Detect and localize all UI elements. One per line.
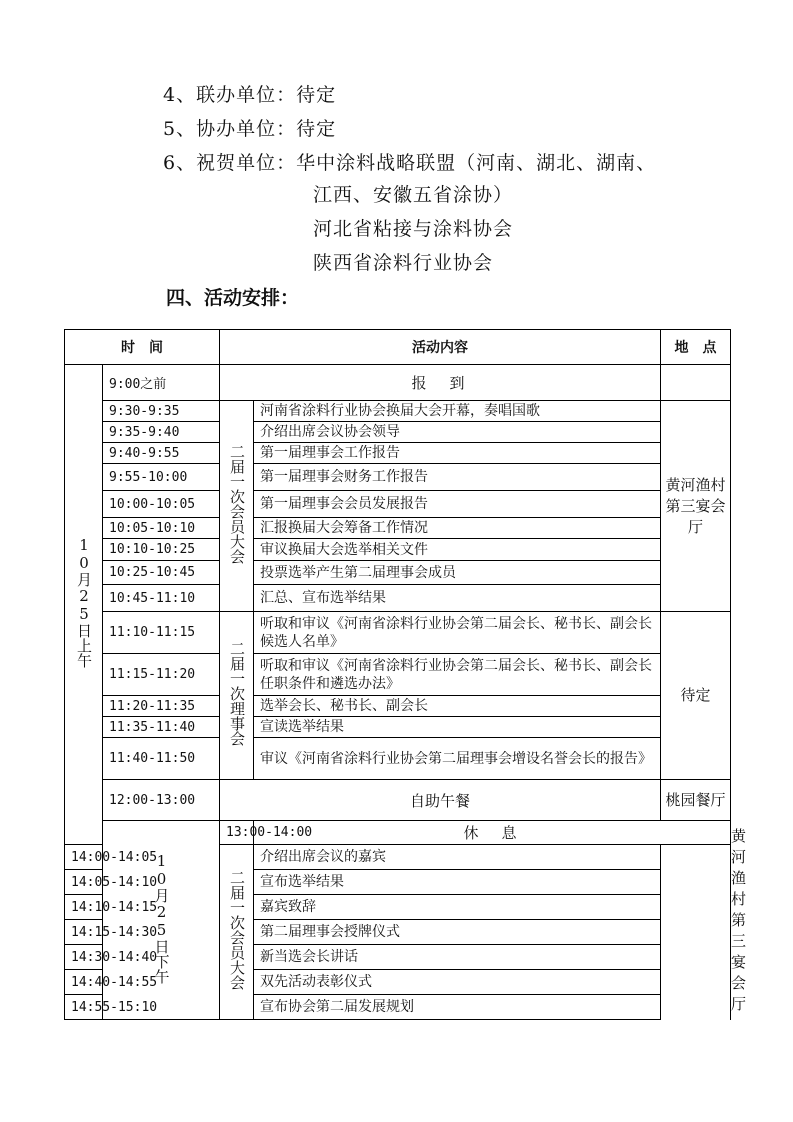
header-content: 活动内容 xyxy=(220,330,661,365)
table-row: 10:10-10:25 审议换届大会选举相关文件 xyxy=(65,539,731,561)
table-row xyxy=(65,365,731,401)
intro-line-6: 6、祝贺单位：华中涂料战略联盟（河南、湖北、湖南、 xyxy=(163,152,657,174)
table-row: 14:30-14:40 新当选会长讲话 xyxy=(65,945,731,970)
table-row: 11:35-11:40 宣读选举结果 xyxy=(65,717,731,738)
table-row: 9:30-9:35 二届一次会员大会 河南省涂料行业协会换届大会开幕，奏唱国歌 黄河渔村第三宴会厅 xyxy=(65,401,731,422)
header-time: 时 间 xyxy=(65,330,220,365)
header-location: 地 点 xyxy=(661,330,731,365)
table-row: 14:40-14:55 双先活动表彰仪式 xyxy=(65,970,731,995)
rest-label: 休 息 xyxy=(254,821,731,845)
checkin-label: 报 到 xyxy=(220,365,661,401)
table-row: 11:15-11:20 听取和审议《河南省涂料行业协会第二届会长、秘书长、副会长任职条件和遴选办法》 xyxy=(65,654,731,696)
group-label-council: 二届一次理事会 xyxy=(220,612,254,780)
intro-line-hebei: 河北省粘接与涂料协会 xyxy=(313,218,514,240)
table-row: 14:05-14:10 宣布选举结果 xyxy=(65,870,731,895)
location-lunch: 桃园餐厅 xyxy=(661,780,731,821)
date-morning: 10月25日上午 xyxy=(65,365,103,845)
table-row: 14:10-14:15 嘉宾致辞 xyxy=(65,895,731,920)
table-row: 12:00-13:00 自助午餐 桃园餐厅 xyxy=(65,780,731,821)
intro-line-shaanxi: 陕西省涂料行业协会 xyxy=(313,252,494,274)
group-label-assembly-afternoon: 二届一次会员大会 xyxy=(220,845,254,1020)
date-afternoon: 10月25日下午 xyxy=(103,821,220,1020)
intro-line-5: 5、协办单位：待定 xyxy=(163,118,337,140)
location-hall: 黄河渔村第三宴会厅 xyxy=(661,401,731,612)
table-row: 10:00-10:05 第一届理事会会员发展报告 xyxy=(65,491,731,518)
intro-line-4: 4、联办单位：待定 xyxy=(163,84,337,106)
lunch-label: 自助午餐 xyxy=(220,780,661,821)
table-row: 10:45-11:10 汇总、宣布选举结果 xyxy=(65,585,731,612)
table-header-row xyxy=(65,330,731,365)
intro-line-6-cont: 江西、安徽五省涂协） xyxy=(313,184,514,206)
section-heading: 四、活动安排： xyxy=(166,287,300,309)
table-row: 11:40-11:50 审议《河南省涂料行业协会第二届理事会增设名誉会长的报告》 xyxy=(65,738,731,780)
table-row: 11:10-11:15 二届一次理事会 听取和审议《河南省涂料行业协会第二届会长、秘书长、副会长候选人名单》 待定 xyxy=(65,612,731,654)
schedule-table xyxy=(64,329,747,1020)
table-row: 14:00-14:05 二届一次会员大会 介绍出席会议的嘉宾 xyxy=(65,845,731,870)
table-row: 10月25日下午 13:00-14:00 休 息 黄河渔村第三宴会厅 xyxy=(65,821,731,845)
table-row: 9:55-10:00 第一届理事会财务工作报告 xyxy=(65,464,731,491)
table-row: 14:55-15:10 宣布协会第二届发展规划 xyxy=(65,995,731,1020)
time-cell: 9:00之前 xyxy=(103,365,220,401)
table-row: 10:05-10:10 汇报换届大会筹备工作情况 xyxy=(65,518,731,539)
table-row: 9:35-9:40 介绍出席会议协会领导 xyxy=(65,422,731,443)
table-row: 14:15-14:30 第二届理事会授牌仪式 xyxy=(65,920,731,945)
table-row: 10:25-10:45 投票选举产生第二届理事会成员 xyxy=(65,561,731,585)
location-tbd: 待定 xyxy=(661,612,731,780)
table-row: 11:20-11:35 选举会长、秘书长、副会长 xyxy=(65,696,731,717)
group-label-assembly: 二届一次会员大会 xyxy=(220,401,254,612)
table-row: 9:40-9:55 第一届理事会工作报告 xyxy=(65,443,731,464)
